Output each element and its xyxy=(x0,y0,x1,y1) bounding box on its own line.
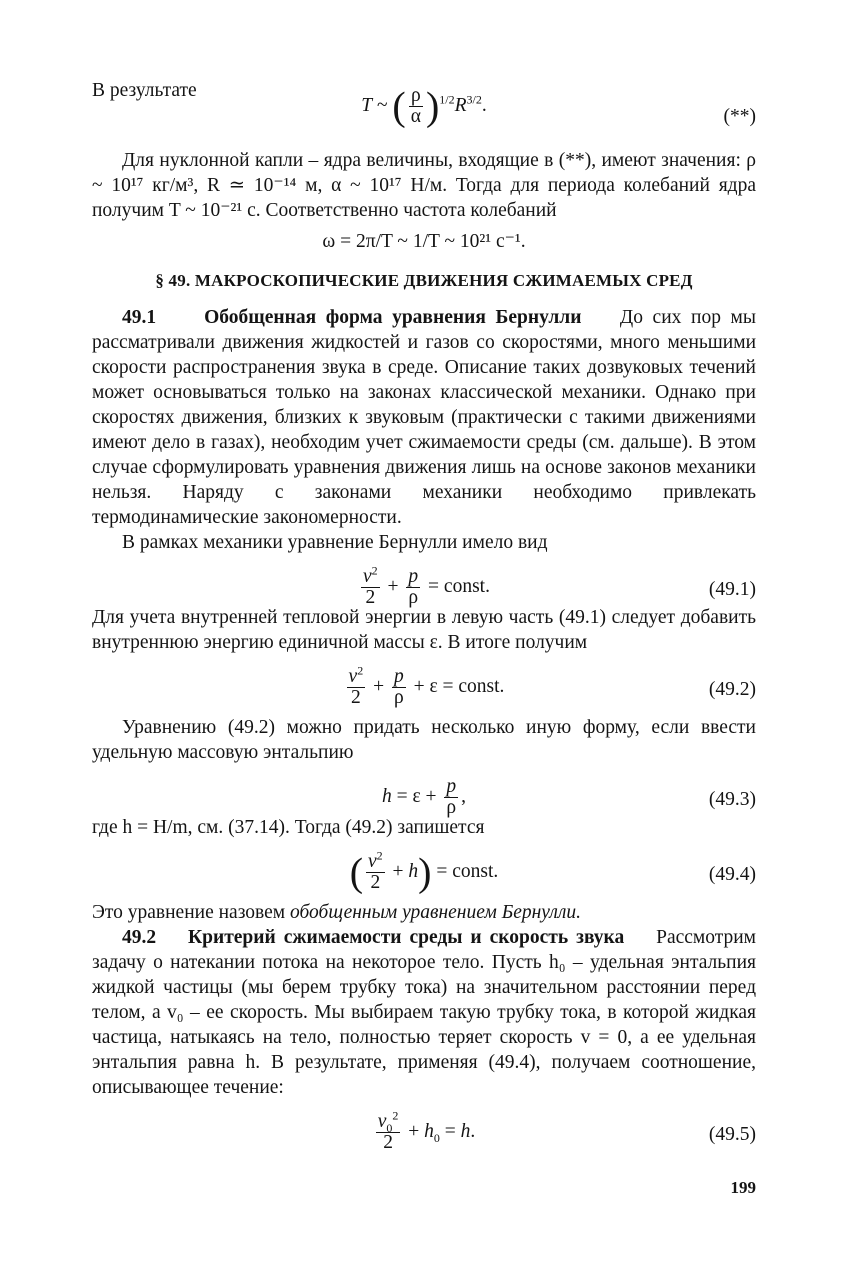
equation-49-5: $\frac{v_0^2}{2}$ + $h_0 = h$. xyxy=(377,1108,476,1153)
paragraph-bernoulli-mech: В рамках механики уравнение Бернулли имело вид xyxy=(122,532,548,553)
equation-star-row xyxy=(92,78,756,148)
paragraph-generalized xyxy=(92,900,756,925)
equation-49-4-row xyxy=(92,840,756,895)
equation-star: T ~ ( $\frac{\rho}{\alpha}$ )$^{1/2}R^{3/2}$. xyxy=(361,83,487,129)
equation-49-2-row xyxy=(92,655,756,708)
subsection-49-1-title: Обобщенная форма уравнения Бернулли xyxy=(204,307,582,328)
equation-49-2: $\frac{v^2}{2}$ + $\frac{p}{\rho}$ + ε = const. xyxy=(348,663,505,708)
equation-49-5-row xyxy=(92,1100,756,1153)
equation-49-4-label: (49.4) xyxy=(708,864,756,885)
page-number: 199 xyxy=(730,1178,756,1197)
equation-49-1-row xyxy=(92,555,756,608)
equation-49-4: ( $\frac{v^2}{2}$ + h) = const. xyxy=(349,848,499,895)
section-title: § 49. МАКРОСКОПИЧЕСКИЕ ДВИЖЕНИЯ СЖИМАЕМЫХ СРЕД xyxy=(155,271,693,290)
page-body xyxy=(92,78,757,1153)
equation-49-3: h = ε + $\frac{p}{\rho}$ , xyxy=(381,776,467,818)
lead-text: В результате xyxy=(92,80,197,101)
omega-equation: ω = 2π/T ~ 1/T ~ 10²¹ с⁻¹. xyxy=(322,231,526,252)
equation-49-3-row xyxy=(92,765,756,818)
equation-49-3-label: (49.3) xyxy=(708,789,756,810)
subsection-49-1 xyxy=(92,305,756,530)
subsection-49-2-text: Рассмотрим задачу о натекании потока на некоторое тело. Пусть h₀ – удельная энтальпия жидкой частицы (мы берем трубку тока) на значительном расстоянии перед телом, а v₀ – ее скорость. Мы выбираем такую трубку тока, в которой жидкая частица, натыкаясь на тело, полностью теряет скорость v = 0, а ее удельная энтальпия равна h. В результате, применяя (49.4), получаем соотношение, описывающее течение: xyxy=(92,927,757,1098)
equation-49-5-label: (49.5) xyxy=(708,1124,756,1145)
equation-49-1: $\frac{v^2}{2}$ + $\frac{p}{\rho}$ = const. xyxy=(363,563,490,608)
subsection-49-1-number: 49.1 xyxy=(122,307,157,328)
equation-49-2-label: (49.2) xyxy=(708,679,756,700)
subsection-49-2-number: 49.2 xyxy=(122,927,157,948)
subsection-49-2 xyxy=(92,925,756,1100)
generalized-italic: обобщенным уравнением Бернулли. xyxy=(290,902,582,923)
subsection-49-2-title: Критерий сжимаемости среды и скорость звука xyxy=(187,927,625,948)
paragraph-enthalpy-intro: Уравнению (49.2) можно придать несколько иную форму, если ввести удельную массовую энтальпию xyxy=(92,717,756,763)
subsection-49-1-text: До сих пор мы рассматривали движения жидкостей и газов со скоростями, много меньшими скорости распространения звука в среде. Описание таких дозвуковых течений может основываться только на законах классической механики. Однако при скоростях движения, близких к звуковым (практически с такими движениями имеют дело в газах), необходим учет сжимаемости среды (см. дальше). В этом случае сформулировать уравнения движения лишь на основе законов механики нельзя. Наряду с законами механики необходимо привлекать термодинамические закономерности. xyxy=(92,307,756,528)
generalized-text: Это уравнение назовем xyxy=(92,902,286,923)
paragraph-internal-energy: Для учета внутренней тепловой энергии в левую часть (49.1) следует добавить внутреннюю энергию единичной массы ε. В итоге получим xyxy=(92,607,756,653)
equation-49-1-label: (49.1) xyxy=(708,579,756,600)
paragraph-nucleon: Для нуклонной капли – ядра величины, входящие в (**), имеют значения: ρ ~ 10¹⁷ кг/м³, R ≃ 10⁻¹⁴ м, α ~ 10¹⁷ Н/м. Тогда для периода колебаний ядра получим T ~ 10⁻²¹ с. Соответственно частота колебаний xyxy=(92,150,756,221)
equation-star-label: (**) xyxy=(723,106,756,127)
paragraph-where-h: где h = H/m, см. (37.14). Тогда (49.2) запишется xyxy=(92,817,485,838)
